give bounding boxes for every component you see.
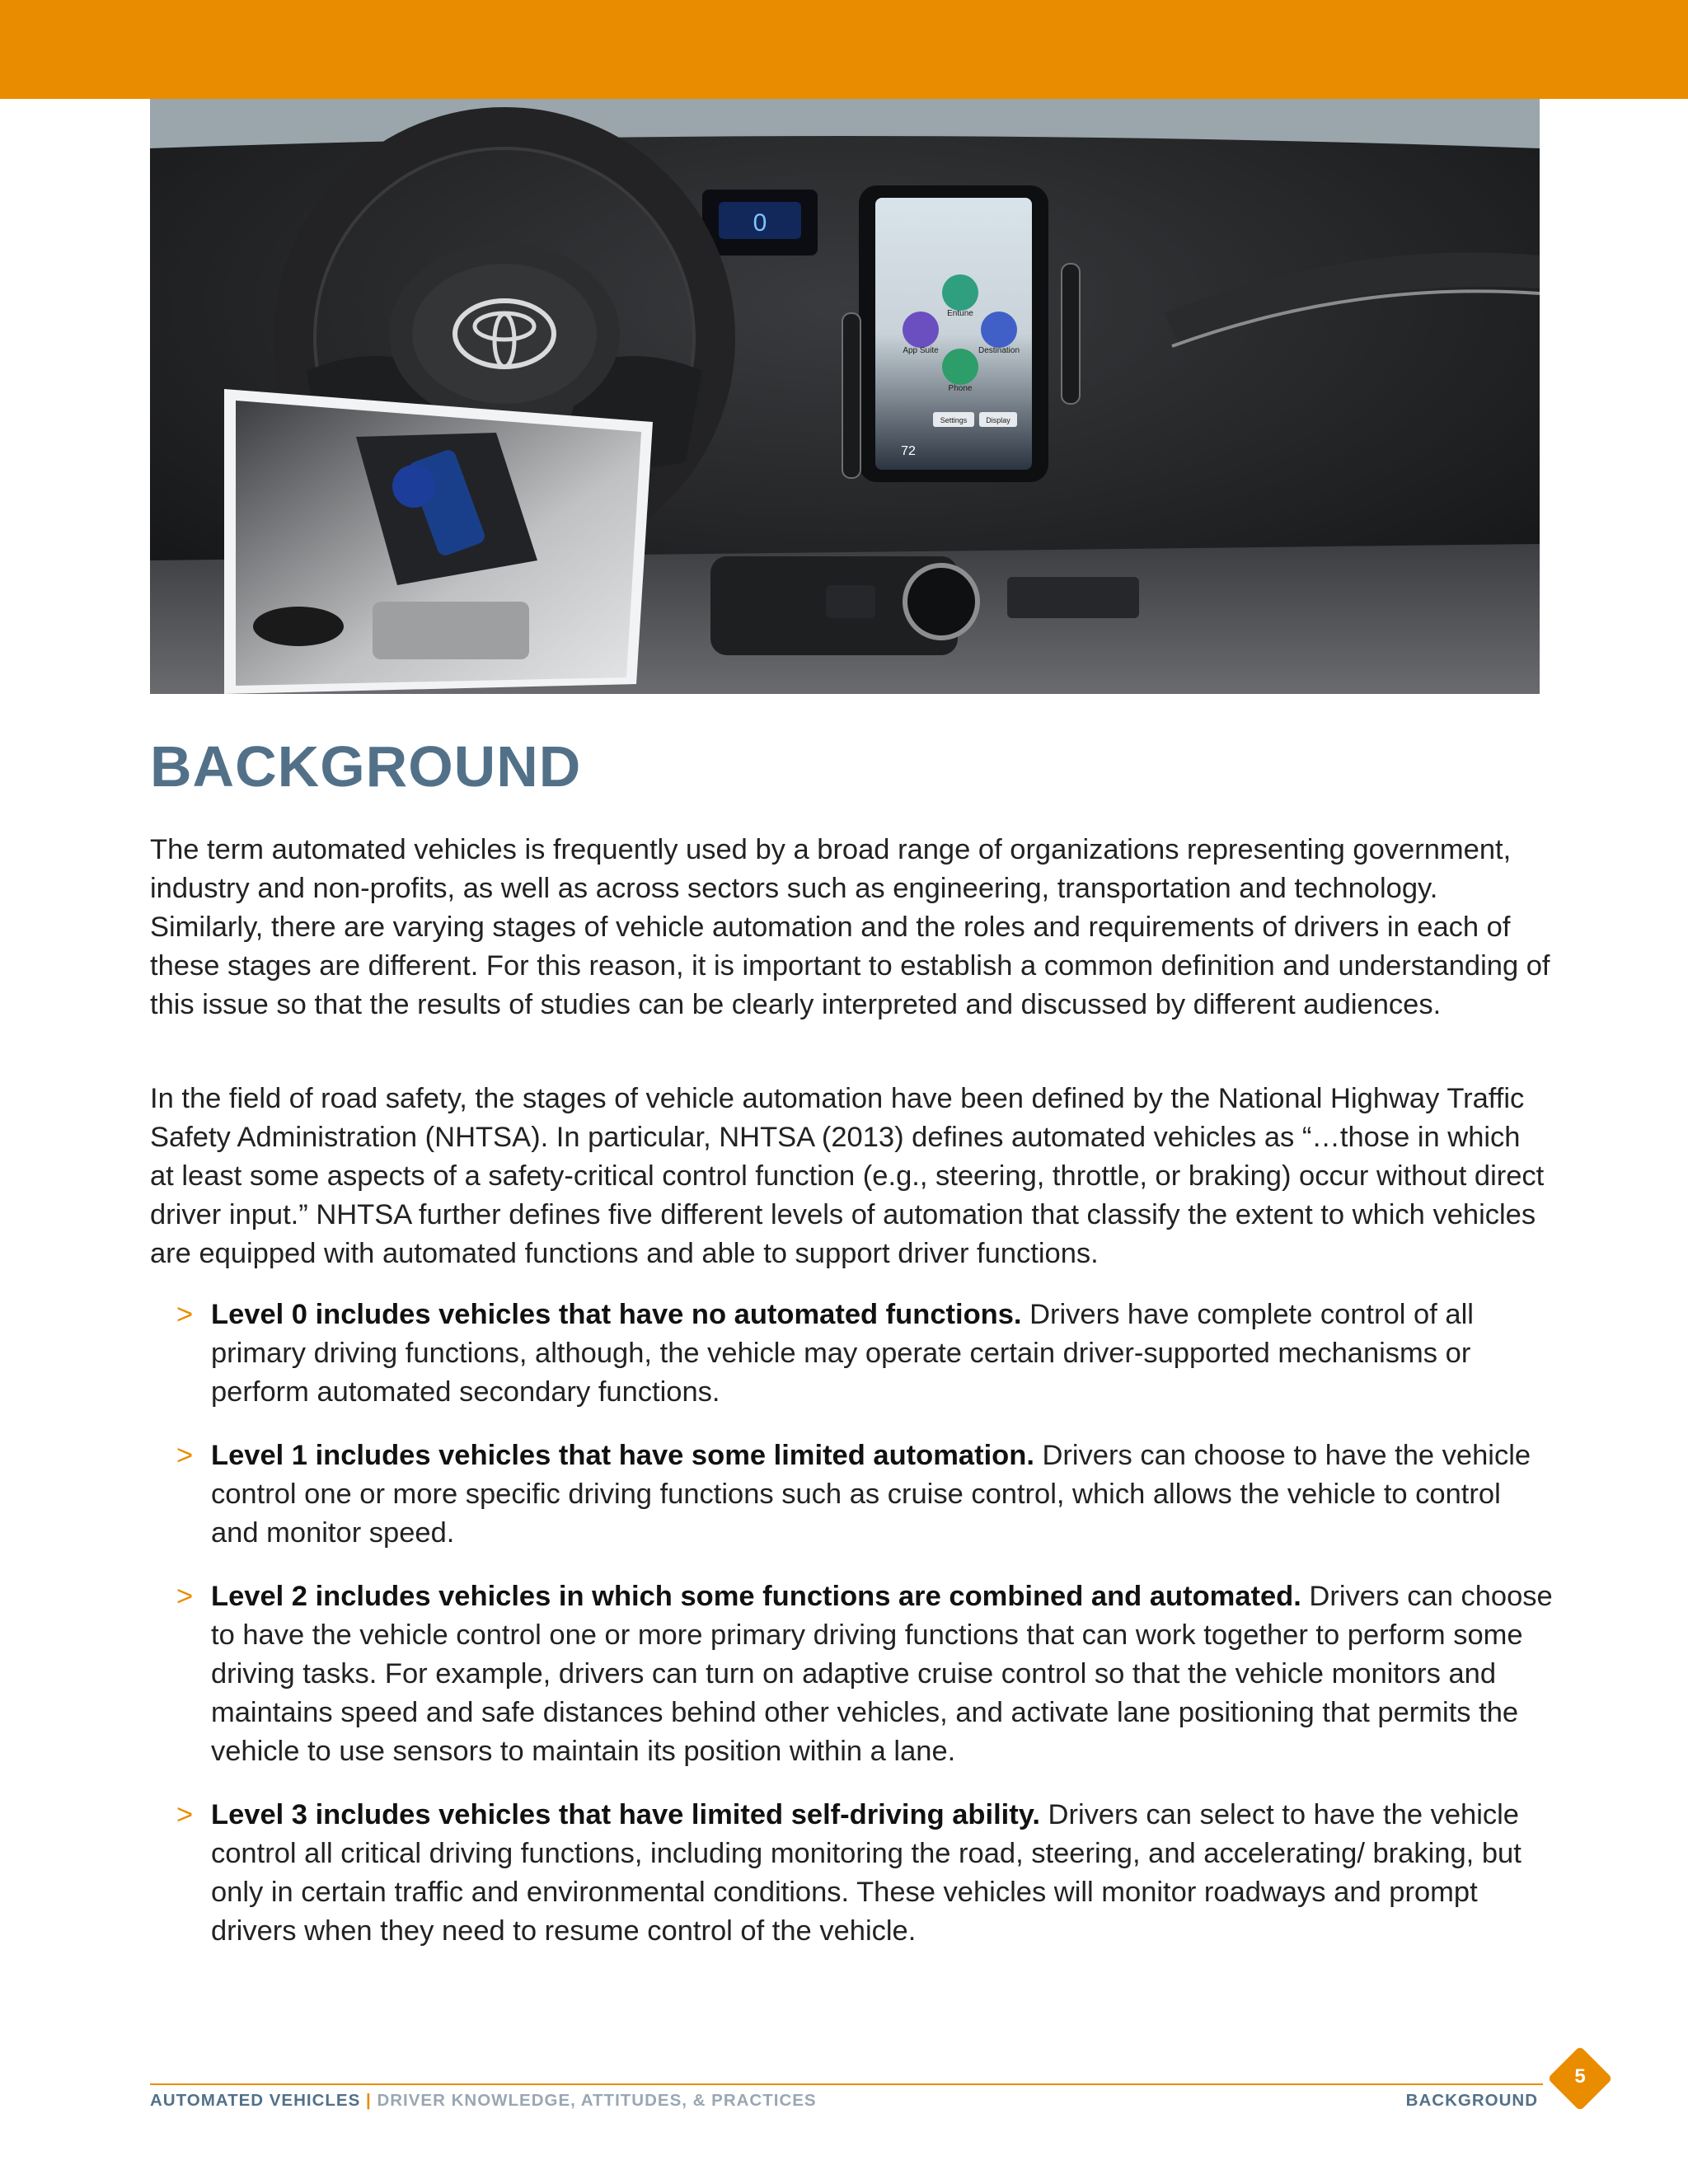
list-item-level-3 — [176, 1796, 1553, 1951]
shifter-inset-photo — [224, 389, 653, 694]
chevron-right-icon: > — [176, 1440, 194, 1471]
footer-title: AUTOMATED VEHICLES — [150, 2091, 361, 2110]
screen-settings-button: Settings — [940, 416, 968, 424]
header-band — [0, 0, 1688, 99]
automation-levels-list — [176, 1296, 1553, 1975]
screen-app-destination: Destination — [978, 346, 1020, 355]
footer-subtitle: DRIVER KNOWLEDGE, ATTITUDES, & PRACTICES — [377, 2091, 817, 2110]
level-0-lead: Level 0 includes vehicles that have no automated functions. — [211, 1299, 1022, 1330]
chevron-right-icon: > — [176, 1581, 194, 1612]
footer-section-name: BACKGROUND — [1405, 2091, 1538, 2110]
level-3-lead: Level 3 includes vehicles that have limited self-driving ability. — [211, 1799, 1040, 1830]
level-0-text: Drivers have complete control of all primary driving functions, although, the vehicle may operate certain driver-supported mechanisms or perform automated secondary functions. — [211, 1299, 1474, 1408]
footer-document-title — [150, 2091, 817, 2111]
chevron-right-icon: > — [176, 1799, 194, 1830]
level-3-text: Drivers can select to have the vehicle control all critical driving functions, including monitoring the road, steering, and accelerating/ braking, but only in certain traffic and environmental conditions. These vehicles will monitor roadways and prompt drivers when they need to resume control of the vehicle. — [211, 1799, 1522, 1947]
screen-app-phone: Phone — [948, 384, 973, 393]
level-1-lead: Level 1 includes vehicles that have some limited automation. — [211, 1440, 1034, 1471]
level-2-lead: Level 2 includes vehicles in which some functions are combined and automated. — [211, 1581, 1301, 1612]
level-1-text: Drivers can choose to have the vehicle control one or more specific driving functions such as cruise control, which allows the vehicle to control and monitor speed. — [211, 1440, 1531, 1549]
level-2-text: Drivers can choose to have the vehicle control one or more primary driving functions that can work together to perform some driving tasks. For example, drivers can turn on adaptive cruise control so that the vehicle monitors and maintains speed and safe distances behind other vehicles, and activate lane positioning that permits the vehicle to use sensors to maintain its position within a lane. — [211, 1581, 1553, 1767]
chevron-right-icon: > — [176, 1299, 194, 1330]
car-interior-illustration — [150, 99, 1540, 694]
screen-app-suite: App Suite — [903, 346, 939, 355]
hero-photo — [150, 99, 1540, 694]
section-heading: BACKGROUND — [150, 734, 582, 799]
footer-divider — [150, 2083, 1543, 2085]
cluster-readout: 0 — [753, 209, 767, 237]
list-item-level-1 — [176, 1436, 1553, 1553]
list-item-level-2 — [176, 1577, 1553, 1771]
list-item-level-0 — [176, 1296, 1553, 1412]
paragraph-nhtsa: In the field of road safety, the stages of vehicle automation have been defined by the National Highway Traffic Safety Administration (NHTSA). In particular, NHTSA (2013) defines automated vehicles as “…those in which at least some aspects of a safety-critical control function (e.g., steering, throttle, or braking) occur without direct driver input.” NHTSA further defines five different levels of automation that classify the extent to which vehicles are equipped with automated functions and able to support driver functions. — [150, 1083, 1545, 1269]
screen-app-entune: Entune — [947, 309, 973, 318]
paragraph-definition: The term automated vehicles is frequently used by a broad range of organizations representing government, industry and non-profits, as well as across sectors such as engineering, transportation and technology. Similarly, there are varying stages of vehicle automation and the roles and requirements of drivers in each of these stages are different. For this reason, it is important to establish a common definition and understanding of this issue so that the results of studies can be clearly interpreted and discussed by different audiences. — [150, 834, 1550, 1020]
screen-display-button: Display — [986, 416, 1010, 424]
screen-temperature: 72 — [901, 444, 916, 458]
page-number: 5 — [1574, 2065, 1586, 2088]
footer-separator: | — [366, 2091, 372, 2110]
